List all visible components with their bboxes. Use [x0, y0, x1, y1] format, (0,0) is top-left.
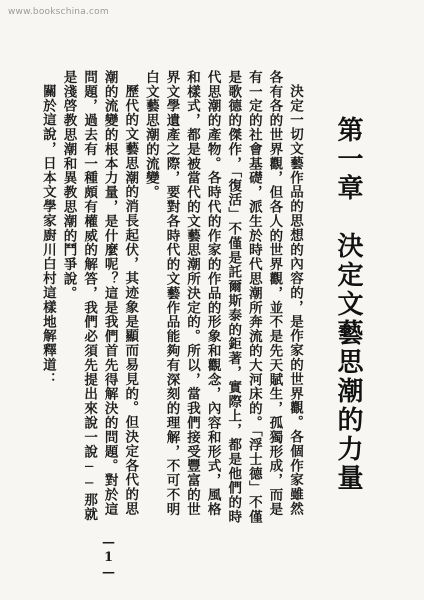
- paragraph: 關於這說，日本文學家廚川白村這樣地解釋道：: [39, 83, 56, 386]
- paragraph: 決定一切文藝作品的思想的內容的，是作家的世界觀。各個作家雖然各有各的世界觀，但各人的世界觀，並不是先天賦生，孤獨形成，而是有一定的社會基礎，派生於時代思潮所奔流的大河床的。「浮士德」不僅是歌德的傑作，「復活」不僅是託爾斯泰的鉅著，實際上，都是他們的時代思潮的產物。各時代的作家的作品的形象和觀念，內容和形式，風格和樣式，都是被當代的文藝思潮所決定的。所以，當我們接受豐富的世界文學遺產之際，要對各時代的文藝作品能夠有深刻的理解，不可不明白文藝思潮的流變。: [142, 70, 303, 525]
- body-text: [39, 70, 305, 528]
- page-number: —1—: [101, 534, 116, 580]
- paragraph: 歷代的文藝思潮的消長起伏，其迹象是顯而易見的。但決定各代的思潮的流變的根本力量，是什麼呢？這是我們首先得解決的問題。對於這問題，過去有一種頗有權威的解答，我們必須先提出來說一說──那就是淺啓教思潮和異教思潮的鬥爭說。: [60, 70, 139, 522]
- chapter-title: 第一章 決定文藝思潮的力量: [333, 116, 363, 493]
- watermark-text: www.bookschina.com: [8, 7, 109, 17]
